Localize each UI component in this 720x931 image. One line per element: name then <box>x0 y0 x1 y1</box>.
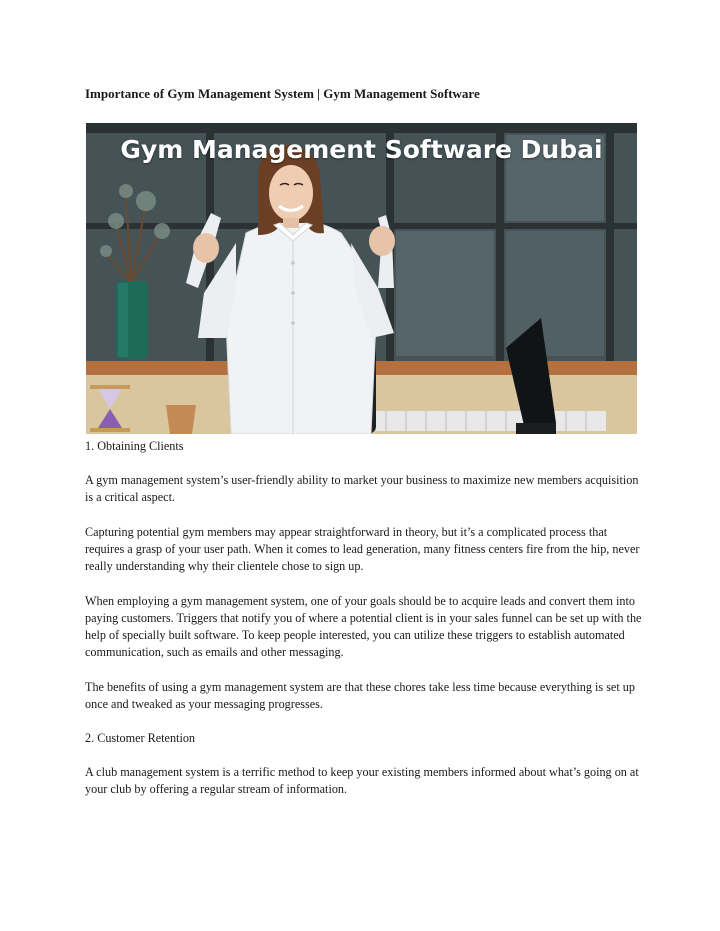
paragraph: When employing a gym management system, one of your goals should be to acquire leads and convert them into paying customers. Triggers that notify you of where a potential client is in your sales funnel can be set up with the help of specially built software. To keep people interested, you can utilize these triggers to establish automated communication, such as emails and other messaging. <box>85 594 642 659</box>
paragraph: Capturing potential gym members may appear straightforward in theory, but it’s a complicated process that requires a grasp of your user path. When it comes to lead generation, many fitness centers fire from the hip, never really understanding why their clientele chose to sign up. <box>85 525 640 573</box>
paragraph: A club management system is a terrific method to keep your existing members informed about what’s going on at your club by offering a regular stream of information. <box>85 765 639 796</box>
paragraph: A gym management system’s user-friendly ability to market your business to maximize new members acquisition is a critical aspect. <box>85 473 639 504</box>
office-scene-illustration <box>86 123 637 434</box>
page-title: Importance of Gym Management System | Gym Management Software <box>85 86 480 101</box>
section-heading-obtaining-clients: 1. Obtaining Clients <box>85 439 184 453</box>
hero-image <box>86 123 637 434</box>
hero-caption: Gym Management Software Dubai <box>120 135 603 164</box>
paragraph: The benefits of using a gym management system are that these chores take less time because everything is set up once and tweaked as your messaging progresses. <box>85 680 635 711</box>
section-heading-customer-retention: 2. Customer Retention <box>85 731 196 745</box>
